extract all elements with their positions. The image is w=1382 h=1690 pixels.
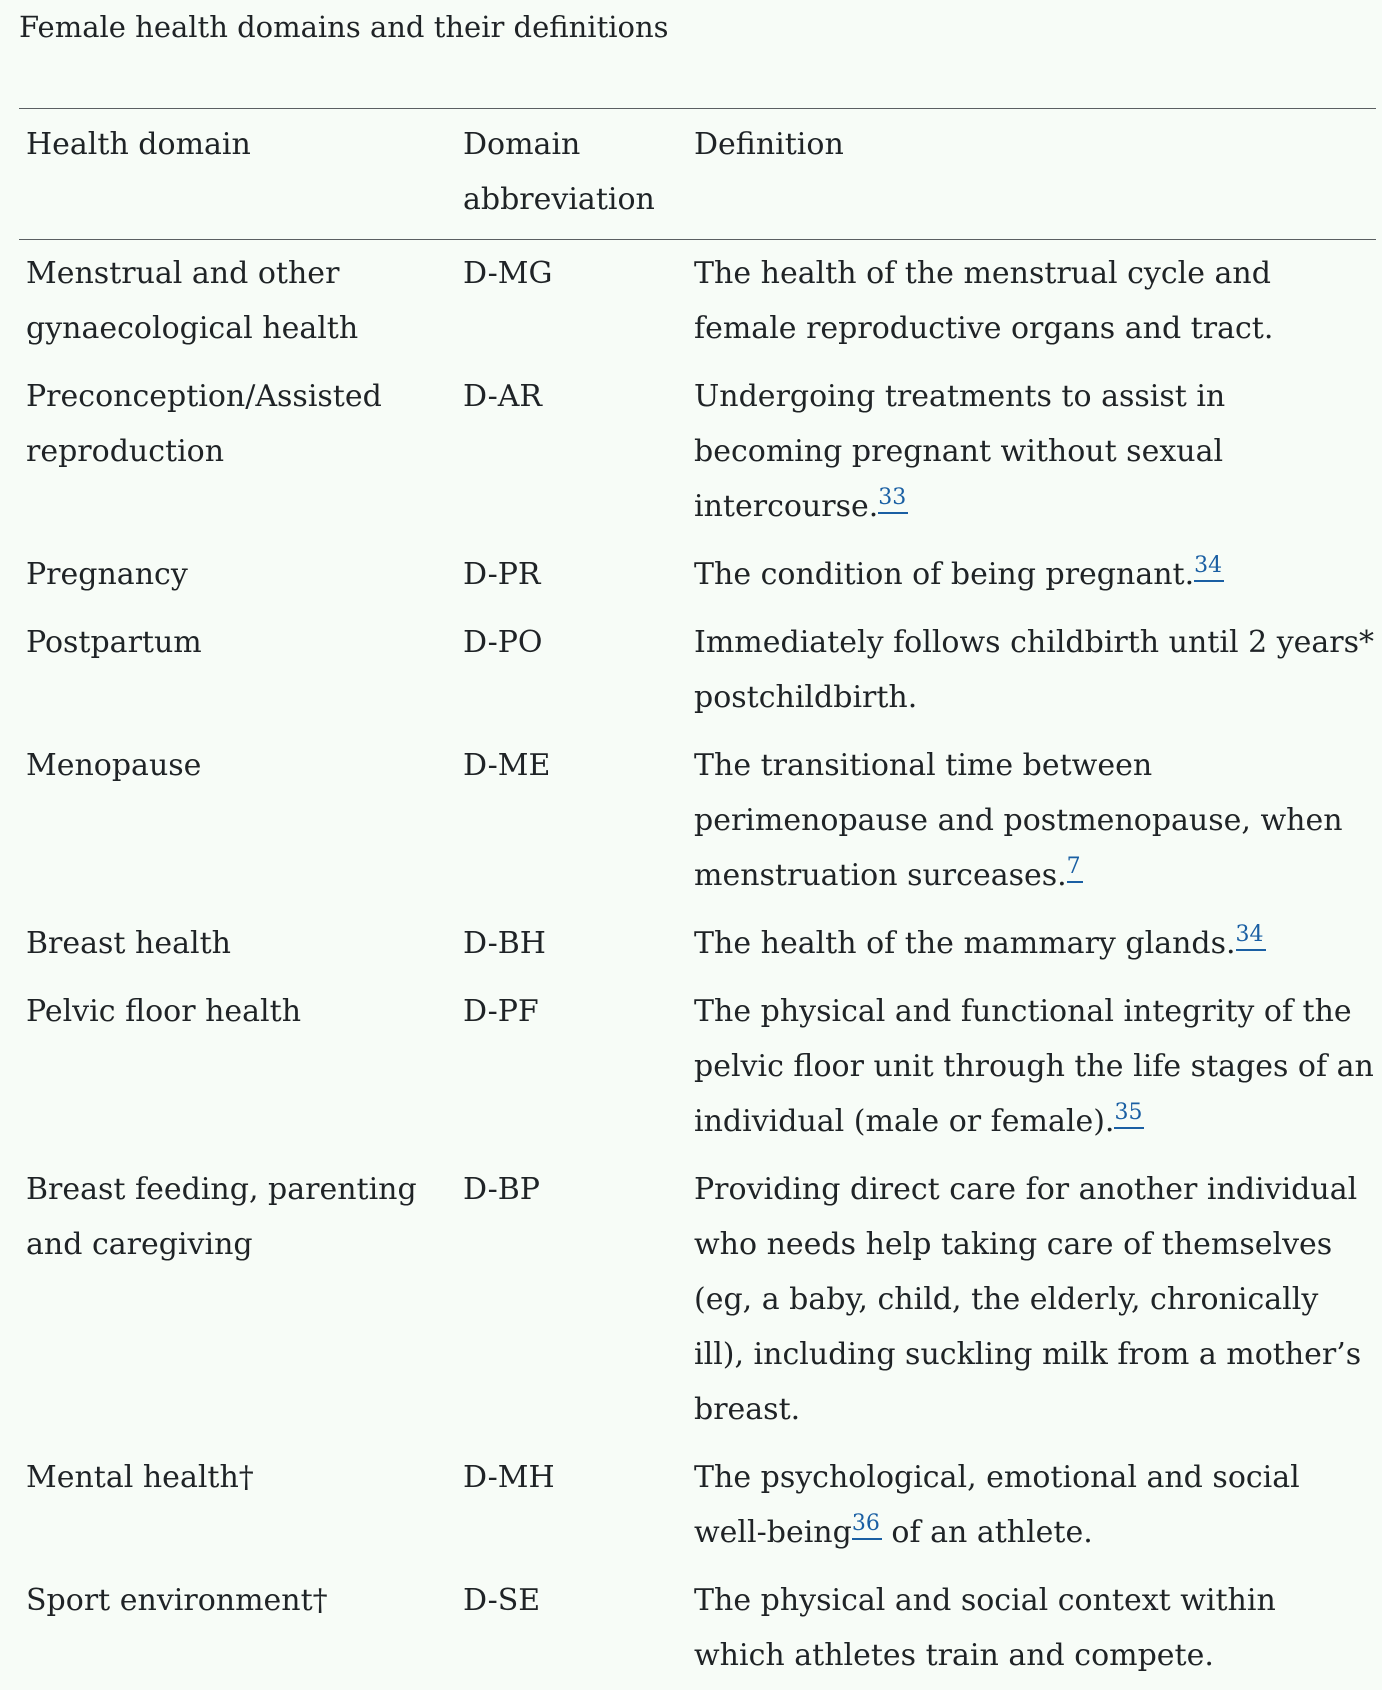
health-domain-cell: Preconception/Assisted reproduction: [19, 363, 456, 541]
domain-abbreviation-cell: D-PR: [456, 541, 687, 609]
table-row: [19, 541, 1376, 609]
reference-link[interactable]: 7: [1067, 854, 1083, 883]
reference-link[interactable]: 36: [852, 1511, 882, 1540]
definition-cell: [687, 1156, 1376, 1444]
definition-text: The physical and social context within which athletes train and compete.: [694, 1583, 1276, 1673]
definition-text: Undergoing treatments to assist in becoming pregnant without sexual intercourse.: [694, 379, 1225, 524]
table-row: [19, 609, 1376, 732]
domain-abbreviation-cell: D-MG: [456, 240, 687, 364]
table-body: [19, 240, 1376, 1690]
definition-cell: [687, 363, 1376, 541]
reference-link[interactable]: 34: [1194, 553, 1224, 582]
header-row: [19, 109, 1376, 240]
domain-abbreviation-cell: D-ME: [456, 732, 687, 910]
domain-abbreviation-cell: D-BH: [456, 910, 687, 978]
definition-cell: [687, 1567, 1376, 1690]
header-health-domain: Health domain: [19, 109, 456, 240]
table-row: [19, 910, 1376, 978]
header-domain-abbreviation: Domain abbreviation: [456, 109, 687, 240]
table-row: [19, 240, 1376, 364]
definition-text: The condition of being pregnant.: [694, 557, 1194, 592]
definition-text: The transitional time between perimenopause and postmenopause, when menstruation surceases.: [694, 748, 1343, 893]
definition-cell: [687, 541, 1376, 609]
table-row: [19, 363, 1376, 541]
domain-abbreviation-cell: D-MH: [456, 1444, 687, 1567]
domain-abbreviation-cell: D-AR: [456, 363, 687, 541]
table-row: [19, 1444, 1376, 1567]
table-row: [19, 1567, 1376, 1690]
table-row: [19, 978, 1376, 1156]
table-caption: Female health domains and their definitions: [19, 8, 669, 46]
reference-link[interactable]: 35: [1114, 1100, 1144, 1129]
domain-abbreviation-cell: D-PF: [456, 978, 687, 1156]
definition-text: The physical and functional integrity of the pelvic floor unit through the life stages of an individual (male or female).: [694, 994, 1374, 1139]
health-domain-cell: Postpartum: [19, 609, 456, 732]
health-domain-cell: Mental health†: [19, 1444, 456, 1567]
definition-text: The health of the mammary glands.: [694, 926, 1236, 961]
health-domain-cell: Pelvic floor health: [19, 978, 456, 1156]
definition-cell: [687, 910, 1376, 978]
definition-text: Immediately follows childbirth until 2 years* postchildbirth.: [694, 625, 1374, 715]
health-domain-cell: Sport environment†: [19, 1567, 456, 1690]
domains-table: [19, 108, 1376, 1690]
domain-abbreviation-cell: D-PO: [456, 609, 687, 732]
definition-cell: [687, 732, 1376, 910]
domain-abbreviation-cell: D-SE: [456, 1567, 687, 1690]
health-domain-cell: Breast health: [19, 910, 456, 978]
definition-cell: [687, 978, 1376, 1156]
health-domain-cell: Menstrual and other gynaecological health: [19, 240, 456, 364]
reference-link[interactable]: 33: [878, 485, 908, 514]
definition-text-tail: of an athlete.: [882, 1515, 1093, 1550]
health-domain-cell: Breast feeding, parenting and caregiving: [19, 1156, 456, 1444]
definition-cell: [687, 240, 1376, 364]
definition-cell: [687, 1444, 1376, 1567]
health-domain-cell: Menopause: [19, 732, 456, 910]
reference-link[interactable]: 34: [1236, 922, 1266, 951]
domain-abbreviation-cell: D-BP: [456, 1156, 687, 1444]
definition-text: The psychological, emotional and social well-being: [694, 1460, 1300, 1550]
definition-text: Providing direct care for another individual who needs help taking care of themselves (eg, a baby, child, the elderly, chronically ill), including suckling milk from a mother’s breast.: [694, 1172, 1361, 1427]
table-row: [19, 1156, 1376, 1444]
table-row: [19, 732, 1376, 910]
definition-cell: [687, 609, 1376, 732]
health-domain-cell: Pregnancy: [19, 541, 456, 609]
header-definition: Definition: [687, 109, 1376, 240]
definition-text: The health of the menstrual cycle and female reproductive organs and tract.: [694, 256, 1273, 346]
table-header: [19, 109, 1376, 240]
